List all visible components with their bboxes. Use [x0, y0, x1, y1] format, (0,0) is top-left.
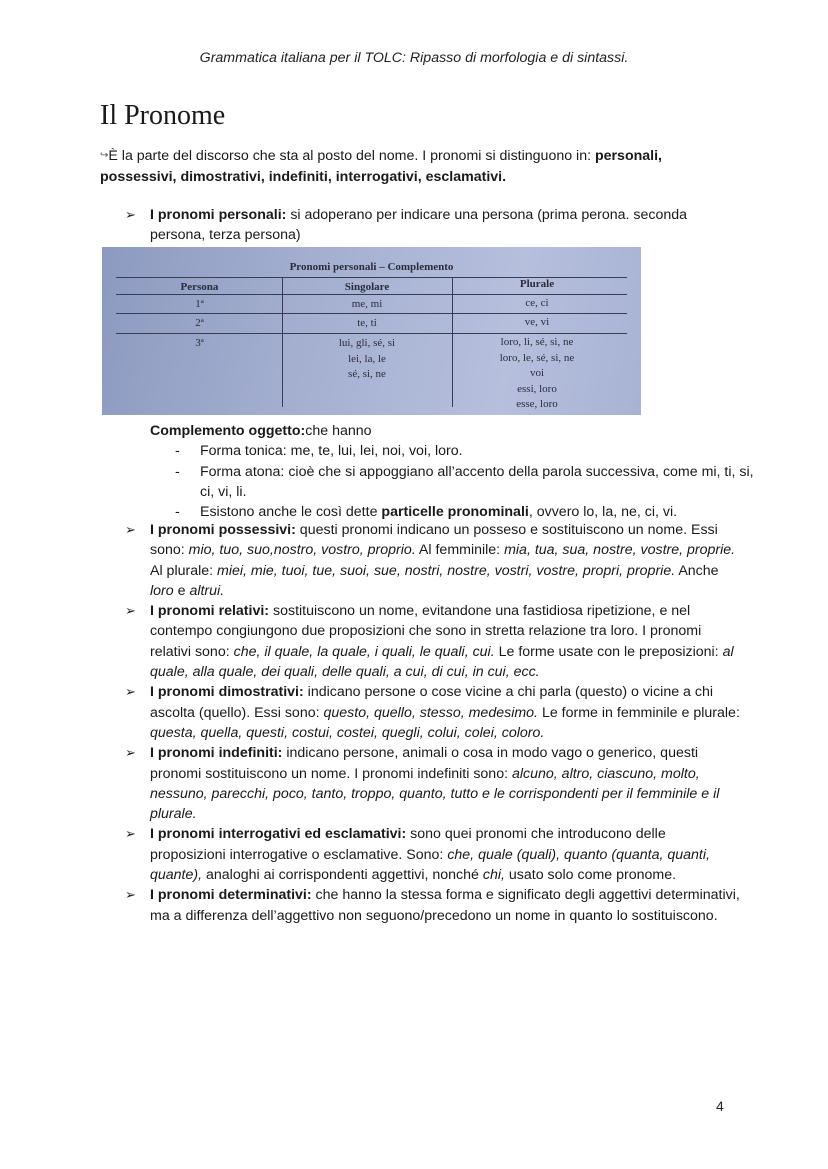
bullet-text: Anche — [675, 562, 719, 579]
bullet-text: sono quei pronomi che introducono delle proposizioni interrogative o esclamative. Sono: — [150, 826, 666, 863]
dash-list-item — [150, 462, 770, 503]
bullet-italic: mio, tuo, suo,nostro, vostro, proprio. — [188, 542, 416, 559]
arrowhead-bullet-icon: ➢ — [125, 603, 136, 619]
table-vrule — [452, 277, 453, 407]
bullet-text: Le forme usate con le preposizioni: — [494, 643, 723, 660]
bullet-text: Al femminile: — [415, 542, 505, 559]
dash-item-text: , ovvero lo, la, ne, ci, vi. — [528, 504, 678, 521]
dash-item-text: Forma atona: cioè che si appoggiano all’accento della parola successiva, come mi, ti, si, ci, vi, li. — [200, 463, 754, 500]
bullet-text: si adoperano per indicare una persona (prima perona. seconda persona, terza persona) — [150, 207, 688, 244]
bullet-item — [100, 205, 740, 246]
table-caption: Pronomi personali – Complemento — [289, 261, 454, 273]
bullet-italic: alcuno, altro, ciascuno, molto, nessuno, parecchi, poco, tanto, troppo, quanto, tutto e le corrispondenti per il femminile e il plurale. — [150, 765, 720, 823]
bullet-item-interrogativi — [100, 824, 740, 885]
arrow-return-icon: ↪ — [100, 150, 109, 161]
intro-paragraph — [100, 145, 740, 188]
bullet-text: indicano persone o cose vicine a chi parla (questo) o vicine a chi ascolta (quello). Essi sono: — [150, 684, 714, 721]
bullet-italic: che, il quale, la quale, i quali, le quali, cui. — [233, 643, 495, 660]
bullet-italic: al quale, alla quale, dei quali, delle quali, a cui, di cui, in cui, ecc. — [150, 643, 734, 681]
bullet-text: analoghi ai corrispondenti aggettivi, nonché — [202, 867, 483, 884]
table-cell-persona: 3ª — [195, 337, 204, 349]
complemento-heading — [150, 421, 770, 441]
table-cell-line: loro, li, sé, si, ne — [500, 336, 574, 348]
dash-bullet-icon: - — [175, 463, 180, 480]
bullet-italic: chi, — [482, 867, 505, 884]
bullet-label: I pronomi interrogativi ed esclamativi: — [150, 826, 407, 843]
section-complemento-oggetto — [150, 421, 770, 522]
bullet-italic: mia, tua, sua, nostre, vostre, proprie. — [504, 542, 736, 559]
table-cell-line: lei, la, le — [348, 352, 386, 365]
bullet-text: indicano persone, animali o cosa in modo vago o generico, questi pronomi sostituiscono un nome. I pronomi indefiniti sono: — [150, 745, 699, 782]
dash-bullet-icon: - — [175, 443, 180, 460]
bullet-italic: loro — [150, 582, 174, 599]
table-header-singolare: Singolare — [344, 281, 390, 293]
dash-bullet-icon: - — [175, 504, 180, 521]
pronouns-table-photo — [102, 247, 641, 415]
bullet-label: I pronomi indefiniti: — [150, 745, 283, 762]
bullet-text: Al plurale: — [150, 562, 218, 579]
bullet-item-dimostrativi — [100, 682, 740, 743]
bullet-text: sostituiscono un nome, evitandone una fastidiosa ripetizione, e nel contempo congiungono due proposizioni che sono in stretta relazione tra loro. I pronomi relativi sono: — [150, 603, 702, 660]
arrowhead-bullet-icon: ➢ — [125, 745, 136, 761]
bullet-italic: che, quale (quali), quanto (quanta, quanti, quante), — [150, 846, 710, 884]
table-cell-line: sé, si, ne — [348, 368, 386, 380]
table-cell-plurale: ce, ci — [525, 297, 549, 309]
table-cell-line: lui, gli, sé, si — [338, 337, 396, 349]
page-header: Grammatica italiana per il TOLC: Ripasso di morfologia e di sintassi. — [199, 50, 629, 66]
page-number: 4 — [716, 1098, 724, 1114]
bullet-item-possessivi — [100, 520, 740, 601]
bullet-text: questi pronomi indicano un posseso e sostituiscono un nome. Essi sono: — [150, 522, 718, 559]
arrowhead-bullet-icon: ➢ — [125, 522, 136, 537]
bullet-italic: altrui. — [189, 582, 225, 599]
complemento-label: Complemento oggetto: — [150, 423, 306, 439]
dash-list-item — [150, 441, 770, 461]
complemento-text: che hanno — [305, 423, 372, 439]
page-title: Il Pronome — [100, 100, 226, 131]
table-header-plurale: Plurale — [519, 278, 555, 290]
bullet-label: I pronomi relativi: — [150, 603, 270, 620]
bullet-item-indefiniti — [100, 743, 740, 824]
table-vrule — [282, 277, 283, 407]
bullet-italic: questa, quella, questi, costui, costei, quegli, colui, colei, coloro. — [150, 724, 545, 741]
dash-item-text: Esistono anche le così dette — [200, 504, 382, 521]
section-personali — [100, 205, 740, 246]
table-cell-persona: 2ª — [195, 317, 204, 329]
bullet-label: I pronomi dimostrativi: — [150, 684, 304, 701]
table-cell-line: essi, loro — [517, 382, 557, 395]
table-cell-line: loro, le, sé, si, ne — [499, 351, 575, 364]
arrowhead-bullet-icon: ➢ — [125, 684, 136, 700]
intro-text: È la parte del discorso che sta al posto del nome. I pronomi si distinguono in: — [108, 148, 595, 164]
bullet-text: Le forme in femminile e plurale: — [538, 704, 740, 721]
bullet-label: I pronomi possessivi: — [150, 522, 296, 538]
table-cell-plurale: ve, vi — [524, 316, 550, 328]
table-rule — [116, 333, 627, 334]
arrowhead-bullet-icon: ➢ — [125, 887, 136, 903]
bullet-italic: questo, quello, stesso, medesimo. — [323, 704, 539, 721]
table-cell-line: voi — [529, 367, 545, 379]
bullet-label: I pronomi personali: — [150, 207, 287, 223]
table-cell-singolare — [287, 336, 447, 383]
arrowhead-bullet-icon: ➢ — [125, 826, 136, 842]
section-pronoun-types — [100, 520, 740, 926]
bullet-item-determinativi — [100, 885, 740, 926]
dash-item-bold: particelle pronominali — [381, 504, 529, 521]
bullet-text: e — [173, 582, 190, 599]
arrowhead-bullet-icon: ➢ — [125, 207, 136, 222]
bullet-label: I pronomi determinativi: — [150, 887, 312, 904]
bullet-text: che hanno la stessa forma e significato degli aggettivi determinativi, ma a differenza dell’aggettivo non seguono/precedono un nome in quanto lo sostituiscono. — [150, 887, 740, 924]
table-cell-singolare: te, ti — [357, 317, 377, 329]
bullet-text: usato solo come pronome. — [504, 867, 677, 884]
intro-bold-list: personali, possessivi, dimostrativi, indefiniti, interrogativi, esclamativi. — [100, 148, 663, 185]
bullet-italic: miei, mie, tuoi, tue, suoi, sue, nostri, nostre, vostri, vostre, propri, proprie. — [217, 562, 676, 579]
bullet-item-relativi — [100, 601, 740, 682]
table-cell-singolare: me, mi — [351, 298, 383, 310]
table-header-persona: Persona — [180, 281, 219, 293]
table-rule — [116, 313, 627, 314]
table-cell-plurale — [457, 335, 617, 413]
table-cell-persona: 1ª — [195, 298, 204, 310]
dash-item-text: Forma tonica: me, te, lui, lei, noi, voi, loro. — [200, 443, 463, 460]
table-cell-line: esse, loro — [516, 398, 558, 410]
